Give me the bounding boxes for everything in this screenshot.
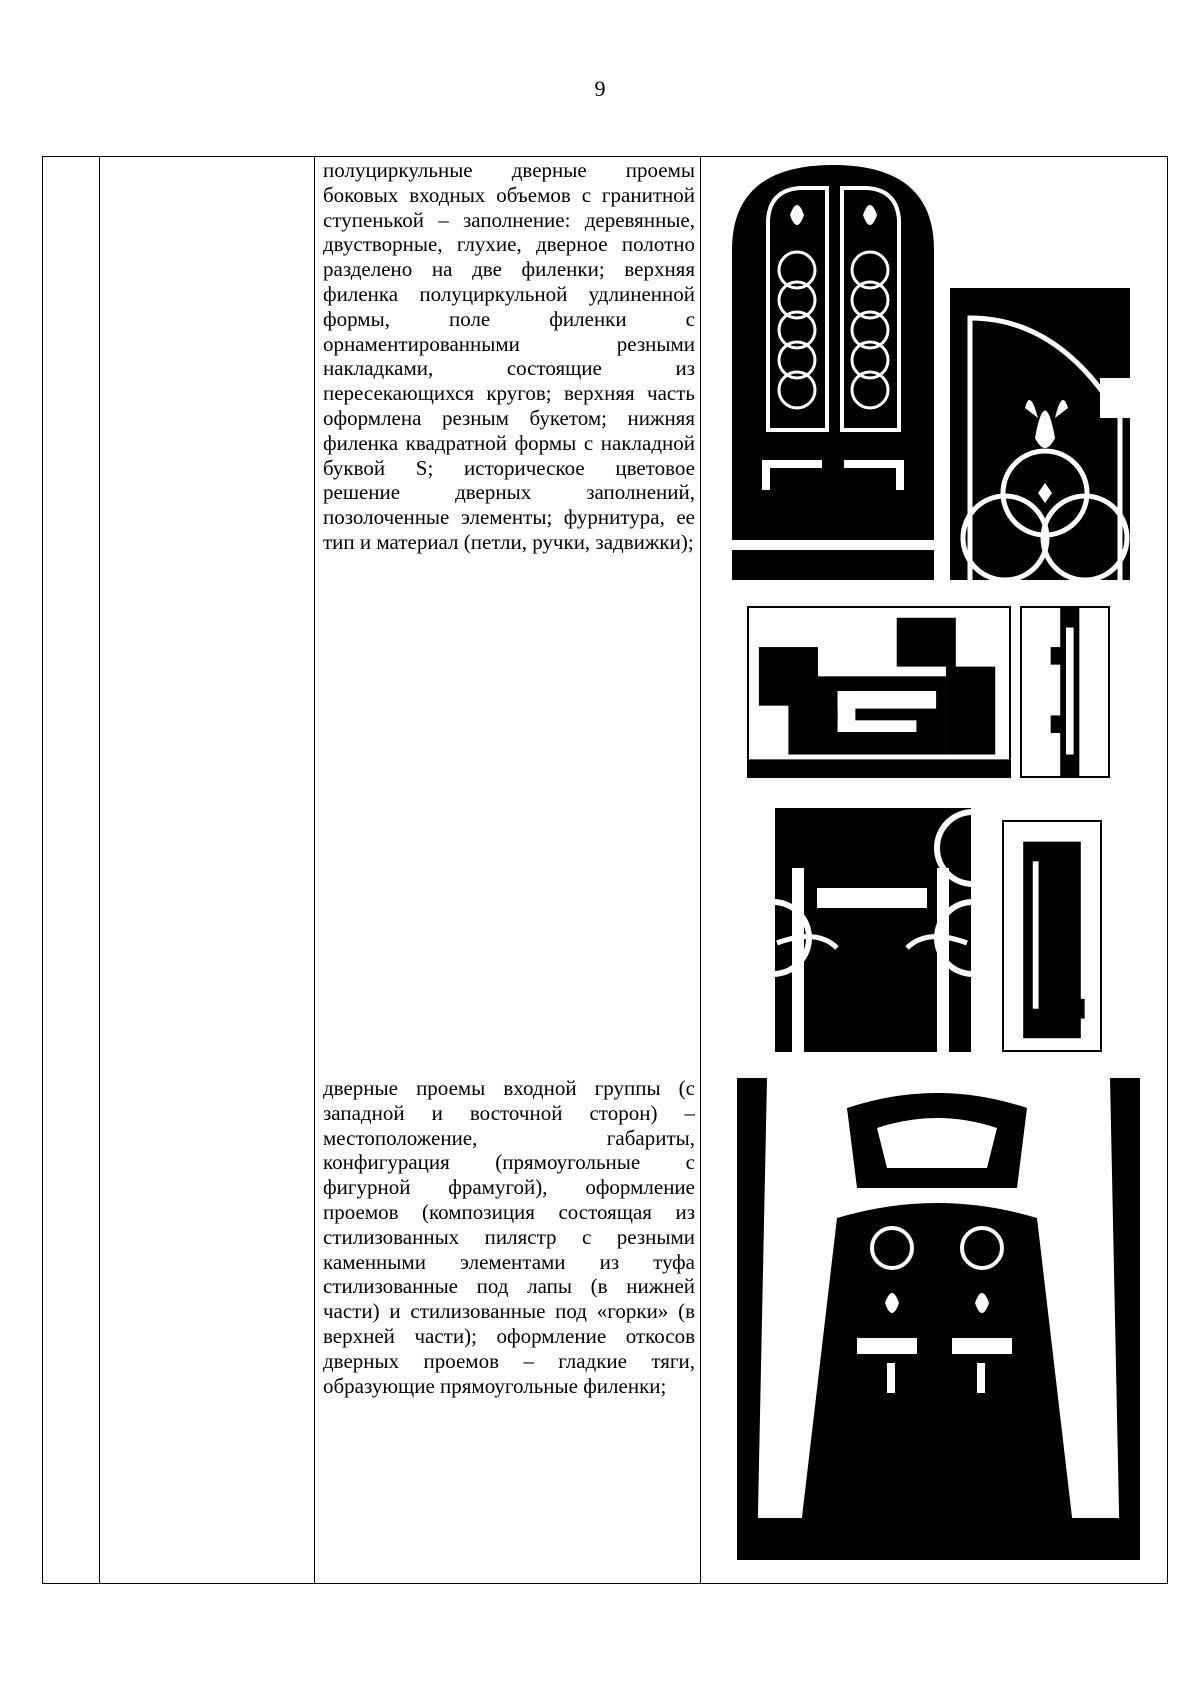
door-handles-detail-photo <box>757 808 989 1052</box>
door-latch-detail-photo <box>747 606 1011 778</box>
row-1-text: полуциркульные дверные проемы боковых входных объемов с гранитной ступенькой – заполнение: деревянные, двустворные, глухие, дверное полотно разделено на две филенки; верхняя филенка полуциркульной удлиненной формы, поле филенки с орнаментированными резными накладками, состоящие из пересекающихся кругов; верхняя часть оформлена резным букетом; нижняя филенка квадратной формы с накладной буквой S; историческое цветовое решение дверных заполнений, позолоченные элементы; фурнитура, ее тип и материал (петли, ручки, задвижки); <box>323 158 695 554</box>
row-2-description <box>323 1076 695 1398</box>
column-divider-1 <box>99 157 100 1583</box>
row-1-description <box>323 158 695 555</box>
entrance-group-doorway-photo <box>737 1078 1140 1560</box>
arched-double-door-photo <box>732 160 934 580</box>
column-divider-3 <box>700 157 701 1583</box>
door-panel-ornament-detail-photo <box>950 288 1130 580</box>
row-2-text: дверные проемы входной группы (с западной и восточной сторон) – местоположение, габариты, конфигурация (прямоугольные с фигурной фрамугой), оформление проемов (композиция состоящая из стилизованных пилястр с резными каменными элементами из туфа стилизованные под лапы (в нижней части) и стилизованные под «горки» (в верхней части); оформление откосов дверных проемов – гладкие тяги, образующие прямоугольные филенки; <box>323 1076 695 1398</box>
page-number: 9 <box>594 76 606 101</box>
column-divider-2 <box>314 157 315 1583</box>
door-bolt-detail-photo <box>1002 820 1102 1052</box>
door-hinge-detail-photo <box>1020 606 1110 778</box>
